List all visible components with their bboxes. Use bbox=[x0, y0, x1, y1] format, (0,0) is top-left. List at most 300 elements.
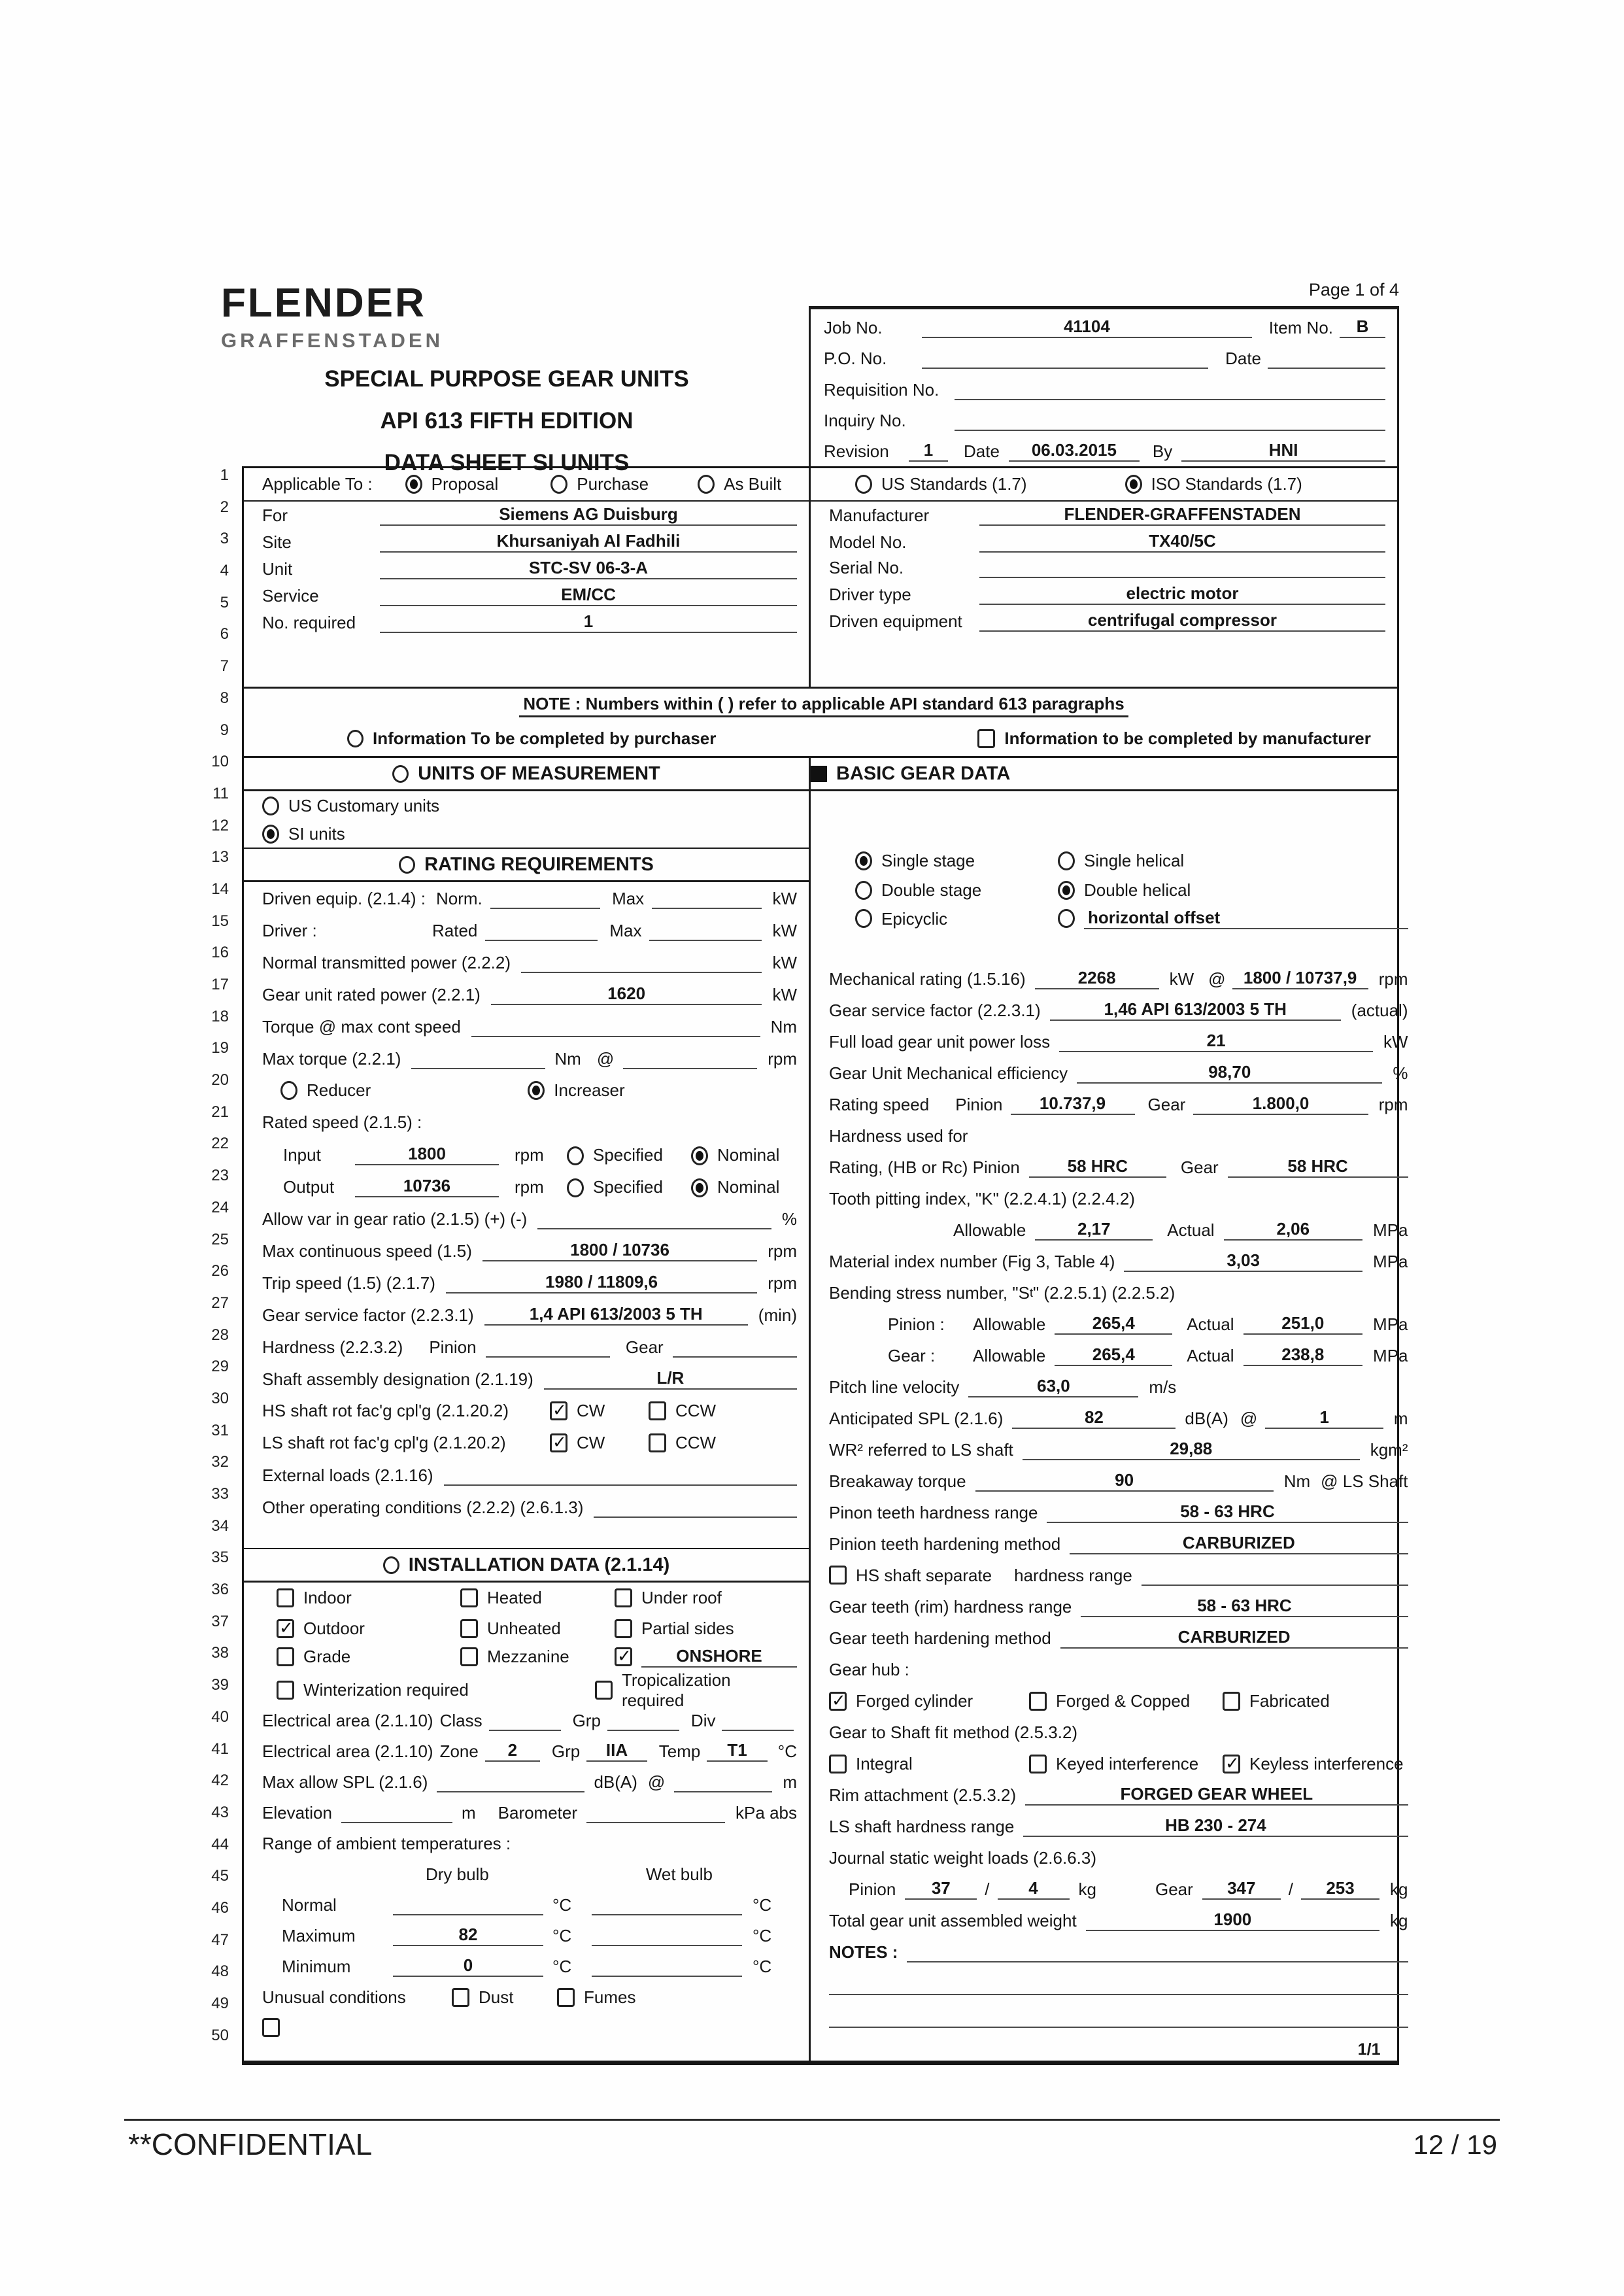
rpm-unit: rpm bbox=[768, 1273, 797, 1293]
rpm-unit: rpm bbox=[515, 1177, 544, 1197]
driver-type-value: electric motor bbox=[979, 583, 1385, 605]
keyless-checkbox-icon bbox=[1223, 1755, 1240, 1773]
general-info-band bbox=[244, 502, 1397, 689]
efficiency-value: 98,70 bbox=[1077, 1062, 1382, 1084]
gear-rim-hardness-row bbox=[811, 1591, 1420, 1622]
shaft-assembly-label: Shaft assembly designation (2.1.19) bbox=[262, 1369, 533, 1389]
single-stage-radio-icon bbox=[855, 851, 872, 870]
info-legend-row bbox=[244, 723, 1397, 754]
spacer bbox=[811, 934, 1420, 963]
other-conditions-value bbox=[594, 1498, 797, 1518]
trip-speed-label: Trip speed (1.5) (2.1.7) bbox=[262, 1273, 435, 1293]
kw-unit: kW bbox=[772, 985, 797, 1004]
bending-pinion-label: Pinion : bbox=[888, 1314, 945, 1334]
winterization-label: Winterization required bbox=[303, 1680, 469, 1700]
fabricated-label: Fabricated bbox=[1249, 1690, 1330, 1711]
bending-gear-label: Gear : bbox=[888, 1346, 936, 1365]
slash: / bbox=[985, 1879, 990, 1899]
po-no-row bbox=[824, 343, 1385, 373]
rev-date-value: 06.03.2015 bbox=[1009, 440, 1140, 462]
shaft-assembly-value: L/R bbox=[544, 1368, 797, 1390]
gear-rim-hardness-value: 58 - 63 HRC bbox=[1081, 1596, 1408, 1617]
minimum-temp-label: Minimum bbox=[282, 1957, 351, 1976]
rated-power-value: 1620 bbox=[491, 984, 762, 1005]
ls-ccw-label: CCW bbox=[675, 1433, 717, 1452]
max-cont-speed-row bbox=[244, 1235, 809, 1267]
hs-shaft-label: HS shaft rot fac'g cpl'g (2.1.20.2) bbox=[262, 1401, 509, 1420]
nm-unit: Nm bbox=[1283, 1471, 1311, 1491]
input-specified-radio-icon bbox=[567, 1146, 584, 1165]
ms-unit: m/s bbox=[1149, 1377, 1177, 1397]
power-loss-value: 21 bbox=[1059, 1031, 1373, 1052]
mech-rating-value: 2268 bbox=[1035, 968, 1159, 989]
increaser-radio-icon bbox=[528, 1081, 545, 1100]
horizontal-offset-label: horizontal offset bbox=[1084, 908, 1408, 929]
input-specified-label: Specified bbox=[593, 1145, 663, 1165]
bulb-header-row bbox=[244, 1859, 809, 1890]
rated-value bbox=[485, 921, 598, 941]
normal-power-label: Normal transmitted power (2.2.2) bbox=[262, 953, 511, 972]
gear-hardening-method-row bbox=[811, 1622, 1420, 1654]
tropicalization-checkbox-icon bbox=[595, 1681, 613, 1700]
us-customary-row bbox=[244, 791, 809, 820]
fumes-label: Fumes bbox=[584, 1987, 636, 2007]
double-helical-radio-icon bbox=[1058, 881, 1075, 900]
date-label: Date bbox=[1225, 349, 1261, 369]
bp-actual-value: 251,0 bbox=[1243, 1313, 1362, 1335]
material-index-row bbox=[811, 1246, 1420, 1277]
m-unit: m bbox=[783, 1772, 797, 1792]
heated-label: Heated bbox=[487, 1588, 542, 1607]
kw-unit: kW bbox=[1169, 969, 1194, 989]
po-no-label: P.O. No. bbox=[824, 349, 887, 369]
double-stage-radio-icon bbox=[855, 881, 872, 900]
standards-row bbox=[811, 468, 1314, 500]
wr2-row bbox=[811, 1434, 1420, 1465]
power-loss-label: Full load gear unit power loss bbox=[829, 1032, 1051, 1052]
manufacturer-value: FLENDER-GRAFFENSTADEN bbox=[979, 504, 1385, 526]
rating-speed-gear-label: Gear bbox=[1147, 1095, 1186, 1114]
gear-rim-hardness-label: Gear teeth (rim) hardness range bbox=[829, 1597, 1072, 1617]
grade-checkbox-icon bbox=[277, 1647, 294, 1666]
k-factor-row bbox=[811, 1214, 1420, 1246]
electrical-area-label: Electrical area (2.1.10) bbox=[262, 1711, 433, 1730]
driven-equipment-label: Driven equipment bbox=[829, 611, 962, 631]
si-units-label: SI units bbox=[288, 823, 345, 844]
notes-label: NOTES : bbox=[829, 1942, 898, 1962]
driver-type-row bbox=[811, 583, 1397, 610]
anticipated-spl-dist: 1 bbox=[1265, 1407, 1383, 1429]
max-value bbox=[652, 889, 762, 909]
minimum-dry-value: 0 bbox=[393, 1955, 543, 1977]
driven-equipment-value: centrifugal compressor bbox=[979, 610, 1385, 632]
bg-allowable-label: Allowable bbox=[973, 1346, 1046, 1365]
hardness-gear-value bbox=[673, 1338, 797, 1358]
external-loads-label: External loads (2.1.16) bbox=[262, 1465, 433, 1485]
job-no-label: Job No. bbox=[824, 318, 883, 338]
at-sign: @ bbox=[647, 1772, 666, 1792]
zone-label: Zone bbox=[439, 1741, 479, 1761]
single-stage-label: Single stage bbox=[881, 851, 975, 870]
pinion-hardening-method-row bbox=[811, 1528, 1420, 1560]
service-value: EM/CC bbox=[380, 585, 797, 606]
k-actual-label: Actual bbox=[1167, 1220, 1215, 1240]
indoor-row bbox=[244, 1583, 809, 1613]
unheated-checkbox-icon bbox=[460, 1619, 478, 1638]
driven-equipment-row bbox=[811, 610, 1397, 637]
nm-unit: Nm bbox=[770, 1017, 797, 1037]
for-value: Siemens AG Duisburg bbox=[380, 504, 797, 526]
mpa-unit: MPa bbox=[1373, 1252, 1408, 1271]
under-roof-checkbox-icon bbox=[615, 1588, 632, 1607]
total-weight-label: Total gear unit assembled weight bbox=[829, 1911, 1077, 1930]
degc-unit: °C bbox=[552, 1957, 572, 1976]
minimum-wet-value bbox=[592, 1957, 742, 1977]
elevation-label: Elevation bbox=[262, 1803, 332, 1823]
job-info-box bbox=[809, 306, 1399, 466]
by-value: HNI bbox=[1181, 440, 1385, 462]
rpm-unit: rpm bbox=[768, 1049, 797, 1069]
external-loads-row bbox=[244, 1459, 809, 1491]
document-title bbox=[281, 358, 732, 484]
service-factor-min: (min) bbox=[758, 1305, 797, 1325]
service-row bbox=[244, 585, 809, 611]
ls-shaft-hardness-value: HB 230 - 274 bbox=[1023, 1815, 1408, 1837]
requisition-value bbox=[955, 381, 1385, 400]
hardness-gear-label: Gear bbox=[625, 1337, 664, 1357]
hs-ccw-label: CCW bbox=[675, 1401, 717, 1420]
k-allowable-label: Allowable bbox=[953, 1220, 1026, 1240]
ls-cw-checkbox-icon bbox=[550, 1433, 567, 1452]
rating-hb-label: Rating, (HB or Rc) Pinion bbox=[829, 1157, 1020, 1177]
input-nominal-label: Nominal bbox=[717, 1145, 780, 1165]
stage-row-3 bbox=[811, 905, 1420, 934]
normal-temp-row bbox=[244, 1890, 809, 1921]
gear-hub-label: Gear hub : bbox=[829, 1659, 909, 1679]
journal-pinion-label: Pinion bbox=[849, 1879, 896, 1899]
driver-label: Driver : bbox=[262, 921, 317, 940]
rpm-unit: rpm bbox=[515, 1145, 544, 1165]
model-row bbox=[811, 531, 1397, 558]
max-torque-label: Max torque (2.2.1) bbox=[262, 1049, 401, 1069]
maximum-temp-row bbox=[244, 1921, 809, 1951]
serial-value bbox=[979, 558, 1385, 578]
po-no-value bbox=[922, 349, 1208, 369]
dry-bulb-label: Dry bulb bbox=[426, 1864, 489, 1884]
notes-line-2 bbox=[829, 1976, 1408, 1995]
iso-standards-label: ISO Standards (1.7) bbox=[1151, 474, 1302, 494]
rating-hb-gear-value: 58 HRC bbox=[1228, 1156, 1408, 1178]
serial-label: Serial No. bbox=[829, 558, 904, 577]
requisition-label: Requisition No. bbox=[824, 379, 939, 400]
site-row bbox=[244, 531, 809, 558]
fit-method-row bbox=[811, 1717, 1420, 1748]
input-label: Input bbox=[283, 1145, 321, 1165]
fit-method-label: Gear to Shaft fit method (2.5.3.2) bbox=[829, 1722, 1078, 1742]
normal-wet-value bbox=[592, 1896, 742, 1915]
empty-row-7 bbox=[811, 637, 1397, 660]
external-loads-value bbox=[444, 1466, 797, 1486]
footer-divider bbox=[124, 2119, 1500, 2121]
max-spl-row bbox=[244, 1767, 809, 1798]
indoor-label: Indoor bbox=[303, 1588, 352, 1607]
notes-line-3 bbox=[829, 2008, 1408, 2028]
revision-value: 1 bbox=[909, 440, 948, 462]
hs-cw-label: CW bbox=[577, 1401, 605, 1420]
service-factor-row bbox=[244, 1299, 809, 1331]
hardness-label: Hardness (2.2.3.2) bbox=[262, 1337, 403, 1357]
item-no-label: Item No. bbox=[1268, 318, 1333, 338]
hardness-row bbox=[244, 1331, 809, 1363]
api-note: NOTE : Numbers within ( ) refer to applicable API standard 613 paragraphs bbox=[519, 694, 1128, 717]
empty-row-7 bbox=[244, 638, 809, 662]
applicable-standards-band bbox=[244, 468, 1397, 502]
epicyclic-radio-icon bbox=[855, 909, 872, 928]
stage-row-1 bbox=[811, 846, 1420, 876]
rating-speed-pinion-label: Pinion bbox=[955, 1095, 1003, 1114]
fumes-checkbox-icon bbox=[557, 1988, 575, 2007]
rating-speed-pinion-value: 10.737,9 bbox=[1011, 1093, 1135, 1115]
norm-value bbox=[490, 889, 600, 909]
maximum-dry-value: 82 bbox=[393, 1925, 543, 1946]
row50-checkbox-icon bbox=[262, 2018, 280, 2037]
as-built-label: As Built bbox=[724, 474, 782, 494]
fit-options-row bbox=[811, 1748, 1420, 1779]
k-actual-value: 2,06 bbox=[1224, 1219, 1362, 1241]
ls-shaft-hardness-label: LS shaft hardness range bbox=[829, 1817, 1015, 1836]
bg-actual-value: 238,8 bbox=[1243, 1345, 1362, 1366]
forged-cylinder-label: Forged cylinder bbox=[856, 1690, 973, 1711]
rating-speed-gear-value: 1.800,0 bbox=[1193, 1093, 1368, 1115]
hs-shaft-separate-row bbox=[811, 1560, 1420, 1591]
div-label: Div bbox=[690, 1711, 716, 1730]
mpa-unit: MPa bbox=[1373, 1220, 1408, 1240]
inquiry-value bbox=[955, 411, 1385, 431]
degc-unit: °C bbox=[753, 1926, 772, 1945]
rated-power-label: Gear unit rated power (2.2.1) bbox=[262, 985, 481, 1004]
at-sign: @ bbox=[596, 1049, 615, 1069]
material-index-value: 3,03 bbox=[1124, 1250, 1362, 1272]
hs-separate-hardness-value bbox=[1142, 1566, 1408, 1586]
proposal-label: Proposal bbox=[431, 474, 499, 494]
sheet-ref-row bbox=[811, 2033, 1420, 2061]
tropicalization-label: Tropicalization required bbox=[621, 1670, 731, 1710]
unit-label: Unit bbox=[262, 559, 293, 579]
model-value: TX40/5C bbox=[979, 531, 1385, 553]
wr2-value: 29,88 bbox=[1023, 1439, 1360, 1460]
ambient-range-label: Range of ambient temperatures : bbox=[262, 1834, 511, 1853]
datasheet-table bbox=[242, 466, 1408, 2065]
kg-unit: kg bbox=[1078, 1879, 1096, 1899]
service-factor-value: 1,4 API 613/2003 5 TH bbox=[484, 1304, 748, 1326]
output-value: 10736 bbox=[355, 1176, 499, 1197]
journal-loads-label: Journal static weight loads (2.6.6.3) bbox=[829, 1847, 1096, 1868]
degc-unit: °C bbox=[552, 1926, 572, 1945]
kpa-unit: kPa abs bbox=[736, 1803, 797, 1823]
revision-row bbox=[824, 436, 1385, 466]
pitch-line-velocity-value: 63,0 bbox=[968, 1376, 1138, 1397]
reducer-increaser-row bbox=[244, 1074, 809, 1106]
rev-date-label: Date bbox=[964, 441, 1000, 462]
anticipated-spl-row bbox=[811, 1403, 1420, 1434]
rim-attachment-row bbox=[811, 1779, 1420, 1811]
elevation-value bbox=[341, 1804, 452, 1823]
normal-temp-label: Normal bbox=[282, 1895, 337, 1915]
rating-hb-gear-label: Gear bbox=[1180, 1157, 1219, 1177]
model-label: Model No. bbox=[829, 532, 907, 552]
serial-row bbox=[811, 558, 1397, 583]
div-value bbox=[722, 1711, 794, 1731]
output-specified-label: Specified bbox=[593, 1177, 663, 1197]
by-label: By bbox=[1152, 441, 1173, 462]
mpa-unit: MPa bbox=[1373, 1346, 1408, 1365]
rating-hb-pinion-value: 58 HRC bbox=[1029, 1156, 1166, 1178]
footer-page-number: 12 / 19 bbox=[1413, 2129, 1497, 2160]
mpa-unit: MPa bbox=[1373, 1314, 1408, 1334]
kg-unit: kg bbox=[1390, 1911, 1408, 1930]
journal-loads-row bbox=[811, 1842, 1420, 1874]
ls-cw-label: CW bbox=[577, 1433, 605, 1452]
efficiency-label: Gear Unit Mechanical efficiency bbox=[829, 1063, 1068, 1083]
purchase-label: Purchase bbox=[577, 474, 649, 494]
efficiency-row bbox=[811, 1057, 1420, 1089]
output-speed-row bbox=[244, 1171, 809, 1203]
general-left bbox=[244, 502, 809, 687]
at-ls-shaft-label: @ LS Shaft bbox=[1321, 1471, 1408, 1491]
installation-radio-icon bbox=[383, 1556, 399, 1574]
mech-rating-label: Mechanical rating (1.5.16) bbox=[829, 969, 1026, 989]
gear-hub-row bbox=[811, 1654, 1420, 1685]
journal-gear-label: Gear bbox=[1155, 1879, 1193, 1899]
bg-actual-label: Actual bbox=[1187, 1346, 1234, 1365]
left-column bbox=[244, 791, 809, 2061]
requisition-row bbox=[824, 373, 1385, 404]
installation-header-label: INSTALLATION DATA (2.1.14) bbox=[408, 1554, 670, 1575]
notes-line-2-row bbox=[811, 1968, 1420, 2000]
barometer-value bbox=[586, 1804, 725, 1823]
si-units-row bbox=[244, 820, 809, 849]
torque-row bbox=[244, 1010, 809, 1042]
degc-unit: °C bbox=[552, 1895, 572, 1915]
row-number-column: 1 2 3 4 5 6 7 8 9 10 11 12 13 14 15 16 17 18 19 20 21 22 23 24 25 26 27 28 29 30 31 32 33 34 35 36 37 38 39 40 41 42 43 44 45 46 47 48 49 50 bbox=[211, 466, 229, 2044]
breakaway-torque-label: Breakaway torque bbox=[829, 1471, 966, 1491]
driver-max-value bbox=[649, 921, 762, 941]
job-no-row bbox=[824, 312, 1385, 343]
general-right bbox=[811, 502, 1397, 687]
journal-gear-2: 253 bbox=[1301, 1878, 1379, 1900]
trip-speed-row bbox=[244, 1267, 809, 1299]
forged-copped-checkbox-icon bbox=[1029, 1692, 1047, 1711]
manufacturer-checkbox-icon bbox=[977, 729, 995, 748]
class-value bbox=[489, 1711, 561, 1731]
service-factor-label: Gear service factor (2.2.3.1) bbox=[262, 1305, 474, 1325]
hs-cw-checkbox-icon bbox=[550, 1401, 567, 1420]
proposal-radio-icon bbox=[405, 475, 422, 494]
row-50 bbox=[244, 2013, 809, 2061]
date-value bbox=[1268, 349, 1385, 369]
basic-gear-header bbox=[811, 758, 1010, 789]
hardness-pinion-label: Pinion bbox=[429, 1337, 477, 1357]
content-band bbox=[244, 791, 1408, 2061]
norm-label: Norm. bbox=[436, 889, 482, 908]
pinion-hardness-range-label: Pinon teeth hardness range bbox=[829, 1503, 1038, 1522]
degc-unit: °C bbox=[753, 1957, 772, 1976]
total-weight-row bbox=[811, 1905, 1420, 1936]
journal-pinion-1: 37 bbox=[905, 1878, 977, 1900]
at-sign: @ bbox=[1240, 1409, 1258, 1428]
bending-stress-label-pre: Bending stress number, "S bbox=[829, 1282, 1030, 1303]
sheet-ref: 1/1 bbox=[1357, 2040, 1381, 2059]
ls-shaft-hardness-row bbox=[811, 1811, 1420, 1842]
revision-label: Revision bbox=[824, 441, 889, 462]
keyless-label: Keyless interference bbox=[1249, 1753, 1404, 1773]
brand-subname: GRAFFENSTADEN bbox=[221, 329, 443, 352]
tooth-pitting-label: Tooth pitting index, "K" (2.2.4.1) (2.2.4.2) bbox=[829, 1188, 1135, 1208]
hs-ccw-checkbox-icon bbox=[649, 1401, 666, 1420]
manufacturer-label: Manufacturer bbox=[829, 505, 930, 525]
winterization-checkbox-icon bbox=[277, 1681, 294, 1700]
minimum-temp-row bbox=[244, 1951, 809, 1982]
winterization-row bbox=[244, 1670, 809, 1710]
maximum-wet-value bbox=[592, 1927, 742, 1946]
driver-max-label: Max bbox=[609, 921, 642, 940]
actual-sf-label: Gear service factor (2.2.3.1) bbox=[829, 1001, 1041, 1020]
partial-sides-label: Partial sides bbox=[641, 1619, 734, 1638]
double-helical-label: Double helical bbox=[1084, 880, 1191, 900]
manufacturer-legend: Information to be completed by manufacturer bbox=[1004, 728, 1371, 748]
normal-power-row bbox=[244, 946, 809, 978]
hs-shaft-separate-label: HS shaft separate bbox=[856, 1566, 992, 1585]
no-required-label: No. required bbox=[262, 613, 356, 632]
temp-label: Temp bbox=[658, 1741, 701, 1761]
anticipated-spl-value: 82 bbox=[1012, 1407, 1176, 1429]
fabricated-checkbox-icon bbox=[1223, 1692, 1240, 1711]
rating-header-label: RATING REQUIREMENTS bbox=[424, 853, 654, 875]
ls-shaft-label: LS shaft rot fac'g cpl'g (2.1.20.2) bbox=[262, 1433, 506, 1452]
grp-label: Grp bbox=[572, 1711, 601, 1730]
no-required-row bbox=[244, 611, 809, 638]
output-nominal-radio-icon bbox=[691, 1178, 708, 1197]
keyed-checkbox-icon bbox=[1029, 1755, 1047, 1773]
item-no-value: B bbox=[1340, 317, 1385, 338]
allow-var-value bbox=[537, 1210, 771, 1229]
site-value: Khursaniyah Al Fadhili bbox=[380, 531, 797, 553]
grp2-value: IIA bbox=[586, 1740, 647, 1762]
maximum-temp-label: Maximum bbox=[282, 1926, 356, 1945]
kw-unit: kW bbox=[1383, 1032, 1408, 1052]
other-conditions-row bbox=[244, 1491, 809, 1523]
mech-rating-row bbox=[811, 963, 1420, 995]
driver-row bbox=[244, 914, 809, 946]
total-weight-value: 1900 bbox=[1086, 1910, 1379, 1931]
percent-unit: % bbox=[781, 1209, 797, 1229]
forged-cylinder-checkbox-icon bbox=[829, 1692, 847, 1711]
rating-speed-label: Rating speed bbox=[829, 1095, 930, 1114]
inquiry-row bbox=[824, 405, 1385, 436]
epicyclic-label: Epicyclic bbox=[881, 909, 948, 929]
input-value: 1800 bbox=[355, 1144, 499, 1165]
torque-value bbox=[471, 1018, 760, 1037]
gear-hub-options-row bbox=[811, 1685, 1420, 1717]
outdoor-checkbox-icon bbox=[277, 1619, 294, 1638]
job-no-value: 41104 bbox=[922, 317, 1252, 338]
spacer bbox=[811, 791, 1420, 846]
outdoor-label: Outdoor bbox=[303, 1619, 365, 1638]
units-header bbox=[244, 758, 809, 789]
bending-stress-sub: t bbox=[1029, 1286, 1033, 1299]
outdoor-row bbox=[244, 1613, 809, 1644]
torque-label: Torque @ max cont speed bbox=[262, 1017, 461, 1037]
